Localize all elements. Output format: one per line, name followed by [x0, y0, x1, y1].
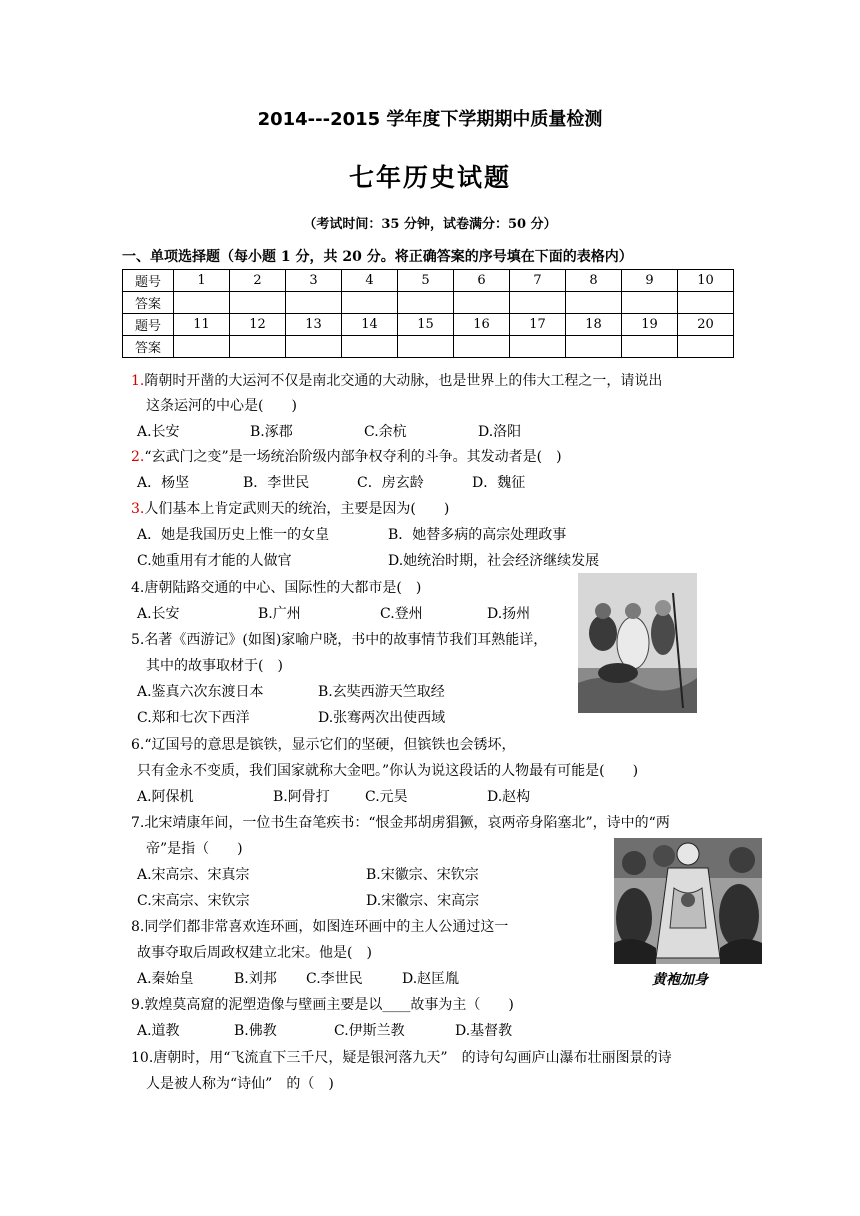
exam-note: （考试时间：35 分钟，试卷满分：50 分） — [303, 217, 557, 232]
huangpao-comic-image — [614, 838, 762, 964]
option-b[interactable]: B.阿骨打 — [273, 789, 330, 805]
question-number: 10. — [131, 1050, 154, 1066]
question-2 — [131, 446, 562, 466]
question-text-cont: 这条运河的中心是( ) — [146, 398, 297, 414]
exam-title: 2014---2015 学年度下学期期中质量检测 — [257, 109, 603, 130]
table-cell: 3 — [286, 270, 342, 292]
question-3 — [131, 498, 449, 518]
option-c[interactable]: C.李世民 — [306, 971, 363, 987]
question-number: 7. — [131, 815, 145, 831]
photo-illustration — [578, 573, 697, 713]
question-7 — [131, 812, 670, 832]
question-text-cont: 只有金永不变质，我们国家就称大金吧。”你认为说这段话的人物最有可能是( ) — [137, 763, 639, 779]
question-number: 5. — [131, 632, 145, 648]
answer-cell[interactable] — [678, 292, 734, 314]
option-d[interactable]: D.基督教 — [455, 1023, 513, 1039]
comic-caption: 黄袍加身 — [652, 972, 708, 988]
table-cell: 4 — [342, 270, 398, 292]
option-d[interactable]: D.赵匡胤 — [402, 971, 460, 987]
option-d[interactable]: D.赵构 — [487, 789, 531, 805]
table-label: 题号 — [123, 314, 174, 336]
option-d[interactable]: D.她统治时期，社会经济继续发展 — [388, 553, 600, 569]
answer-cell[interactable] — [174, 292, 230, 314]
table-cell: 11 — [174, 314, 230, 336]
table-cell: 2 — [230, 270, 286, 292]
question-6 — [131, 734, 516, 754]
question-number: 2. — [131, 449, 145, 465]
option-b[interactable]: B.广州 — [258, 606, 301, 622]
table-cell: 20 — [678, 314, 734, 336]
journey-west-photo — [578, 573, 697, 713]
question-text: 北宋靖康年间，一位书生奋笔疾书：“恨金邦胡虏猖獗，哀两帝身陷塞北”，诗中的“两 — [144, 815, 670, 831]
question-10 — [131, 1047, 672, 1067]
comic-illustration — [614, 838, 762, 964]
question-text: 人们基本上肯定武则天的统治，主要是因为( ) — [144, 501, 450, 517]
answer-table — [122, 269, 734, 358]
answer-cell[interactable] — [286, 292, 342, 314]
option-b[interactable]: B.宋徽宗、宋钦宗 — [366, 867, 479, 883]
table-cell: 19 — [622, 314, 678, 336]
option-a[interactable]: A．她是我国历史上惟一的女皇 — [137, 527, 330, 543]
table-row — [123, 270, 734, 292]
table-cell: 7 — [510, 270, 566, 292]
option-a[interactable]: A.长安 — [137, 606, 180, 622]
option-b[interactable]: B.玄奘西游天竺取经 — [318, 684, 445, 700]
option-c[interactable]: C.郑和七次下西洋 — [137, 710, 250, 726]
option-c[interactable]: C.登州 — [380, 606, 423, 622]
option-b[interactable]: B.佛教 — [234, 1023, 277, 1039]
answer-cell[interactable] — [622, 336, 678, 358]
answer-cell[interactable] — [622, 292, 678, 314]
option-a[interactable]: A．杨坚 — [137, 475, 190, 491]
answer-cell[interactable] — [510, 292, 566, 314]
option-d[interactable]: D．魏征 — [472, 475, 526, 491]
section-heading: 一、单项选择题（每小题 1 分，共 20 分。将正确答案的序号填在下面的表格内） — [122, 249, 633, 265]
answer-cell[interactable] — [230, 336, 286, 358]
option-c[interactable]: C.她重用有才能的人做官 — [137, 553, 292, 569]
question-number: 4. — [131, 580, 145, 596]
answer-cell[interactable] — [398, 336, 454, 358]
table-cell: 15 — [398, 314, 454, 336]
question-8 — [131, 916, 508, 936]
subject-title: 七年历史试题 — [348, 163, 511, 192]
answer-cell[interactable] — [510, 336, 566, 358]
answer-cell[interactable] — [174, 336, 230, 358]
table-row — [123, 292, 734, 314]
option-c[interactable]: C.宋高宗、宋钦宗 — [137, 893, 250, 909]
option-a[interactable]: A.道教 — [137, 1023, 180, 1039]
question-number: 6. — [131, 737, 145, 753]
question-number: 9. — [131, 997, 145, 1013]
question-number: 3. — [131, 501, 145, 517]
question-text: 唐朝陆路交通的中心、国际性的大都市是( ) — [144, 580, 422, 596]
question-text: 唐朝时，用“飞流直下三千尺，疑是银河落九天” 的诗句勾画庐山瀑布壮丽图景的诗 — [153, 1050, 672, 1066]
option-b[interactable]: B．她替多病的高宗处理政事 — [388, 527, 567, 543]
option-a[interactable]: A.长安 — [137, 424, 180, 440]
answer-cell[interactable] — [566, 292, 622, 314]
question-5 — [131, 629, 547, 649]
question-number: 8. — [131, 919, 145, 935]
table-cell: 9 — [622, 270, 678, 292]
option-d[interactable]: D.张骞两次出使西域 — [318, 710, 446, 726]
answer-cell[interactable] — [342, 336, 398, 358]
question-text-cont: 故事夺取后周政权建立北宋。他是( ) — [137, 945, 372, 961]
question-text-cont: 人是被人称为“诗仙” 的（ ) — [146, 1076, 334, 1092]
answer-cell[interactable] — [286, 336, 342, 358]
table-label: 答案 — [123, 336, 174, 358]
option-a[interactable]: A.宋高宗、宋真宗 — [137, 867, 250, 883]
question-text: 隋朝时开凿的大运河不仅是南北交通的大动脉，也是世界上的伟大工程之一，请说出 — [144, 373, 663, 389]
table-cell: 12 — [230, 314, 286, 336]
answer-cell[interactable] — [342, 292, 398, 314]
table-label: 题号 — [123, 270, 174, 292]
option-a[interactable]: A.秦始皇 — [137, 971, 194, 987]
table-row — [123, 336, 734, 358]
option-b[interactable]: B．李世民 — [243, 475, 310, 491]
question-number: 1. — [131, 373, 145, 389]
answer-cell[interactable] — [454, 336, 510, 358]
table-cell: 10 — [678, 270, 734, 292]
table-cell: 8 — [566, 270, 622, 292]
question-text-cont: 帝”是指（ ) — [146, 841, 243, 857]
answer-cell[interactable] — [398, 292, 454, 314]
question-text: “玄武门之变”是一场统治阶级内部争权夺利的斗争。其发动者是( ) — [144, 449, 562, 465]
question-4 — [131, 577, 421, 597]
answer-cell[interactable] — [566, 336, 622, 358]
question-text: “辽国号的意思是镔铁，显示它们的坚硬，但镔铁也会锈坏， — [144, 737, 516, 753]
answer-cell[interactable] — [230, 292, 286, 314]
table-cell: 1 — [174, 270, 230, 292]
answer-cell[interactable] — [454, 292, 510, 314]
question-1 — [131, 370, 662, 390]
table-row — [123, 314, 734, 336]
table-cell: 6 — [454, 270, 510, 292]
option-d[interactable]: D.宋徽宗、宋高宗 — [366, 893, 480, 909]
option-b[interactable]: B.涿郡 — [250, 424, 293, 440]
table-cell: 18 — [566, 314, 622, 336]
answer-cell[interactable] — [678, 336, 734, 358]
table-cell: 16 — [454, 314, 510, 336]
option-b[interactable]: B.刘邦 — [234, 971, 277, 987]
question-text: 敦煌莫高窟的泥塑造像与壁画主要是以____故事为主（ ) — [144, 997, 514, 1013]
option-c[interactable]: C．房玄龄 — [357, 475, 424, 491]
option-a[interactable]: A.阿保机 — [137, 789, 194, 805]
table-label: 答案 — [123, 292, 174, 314]
option-c[interactable]: C.余杭 — [364, 424, 407, 440]
option-d[interactable]: D.洛阳 — [478, 424, 522, 440]
option-c[interactable]: C.伊斯兰教 — [334, 1023, 405, 1039]
question-text-cont: 其中的故事取材于( ) — [146, 658, 283, 674]
table-cell: 17 — [510, 314, 566, 336]
table-cell: 5 — [398, 270, 454, 292]
table-cell: 13 — [286, 314, 342, 336]
question-text: 名著《西游记》(如图)家喻户晓，书中的故事情节我们耳熟能详， — [144, 632, 548, 648]
option-a[interactable]: A.鉴真六次东渡日本 — [137, 684, 264, 700]
question-text: 同学们都非常喜欢连环画，如图连环画中的主人公通过这一 — [144, 919, 509, 935]
option-d[interactable]: D.扬州 — [487, 606, 531, 622]
table-cell: 14 — [342, 314, 398, 336]
option-c[interactable]: C.元昊 — [365, 789, 408, 805]
question-9 — [131, 994, 514, 1014]
